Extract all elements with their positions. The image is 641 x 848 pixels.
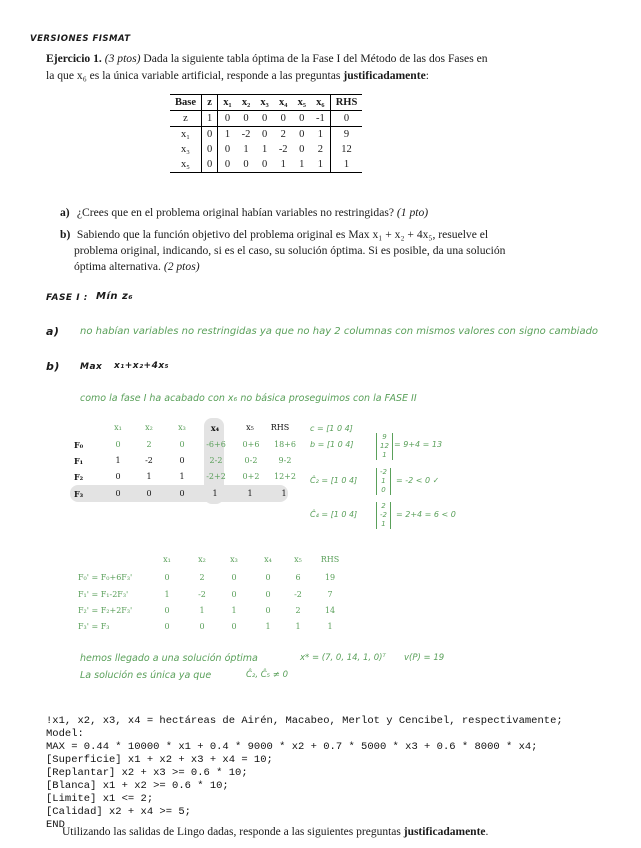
question-a-text: ¿Crees que en el problema original habían variables no restringidas?: [76, 206, 395, 219]
tableau-cell: 2: [280, 129, 286, 140]
question-b-text-1: Sabiendo que la función objetivo del problema original es Max x₁ + x₂ + 4x₅, resuelve el: [76, 228, 489, 241]
hw-t1-cell: 0: [179, 489, 185, 498]
hw-vec-val: 1: [382, 451, 387, 459]
tableau-cell: 1: [224, 129, 231, 140]
hw-t2-cell: 14: [324, 606, 336, 615]
hw-calc-c4-vector: [376, 502, 391, 529]
tableau-cell: 1: [202, 111, 218, 127]
hw-calc-c: c = [1 0 4]: [310, 424, 353, 433]
tableau-cell: 0: [299, 113, 305, 124]
hw-a-label: a): [46, 325, 60, 338]
hw-t1-cell: -2+2: [206, 472, 226, 481]
hw-conclusion-1: hemos llegado a una solución óptima: [80, 653, 258, 664]
tableau-cell: 0: [261, 129, 268, 140]
tableau-cell: 0: [299, 129, 305, 140]
hw-conclusion-2: La solución es única ya que: [80, 670, 212, 681]
hw-t1-cell: 2: [146, 440, 152, 449]
lingo-line: Model:: [46, 728, 84, 740]
exercise-statement: [46, 50, 526, 84]
tableau-header-cell: x₆: [311, 95, 330, 111]
hw-t1-header: x₁: [114, 423, 122, 432]
hw-t1-cell: 2-2: [209, 456, 223, 465]
hw-t1-cell: 0+2: [242, 472, 260, 481]
question-b-text-2: problema original, indicando, si es el caso, su solución óptima. Si es posible, da una solución: [74, 244, 506, 257]
hw-t2-cell: 0: [265, 590, 271, 599]
tableau-header-cell: x₄: [278, 97, 288, 108]
hw-t2-cell: 1: [164, 590, 170, 599]
hw-calculations: [310, 418, 510, 528]
tableau-cell: 12: [341, 144, 352, 155]
lingo-footer: [62, 826, 488, 838]
hw-fase-label: FASE I :: [46, 293, 88, 303]
hw-t2-row-label: F₀' = F₀+6F₃': [78, 573, 133, 582]
hw-t2-header: x₃: [230, 555, 238, 564]
tableau-cell: x₃: [170, 142, 202, 157]
hw-a-answer: no habían variables no restringidas ya que no hay 2 columnas con mismos valores con signo cambiado: [80, 326, 599, 337]
hw-t2-row-label: F₃' = F₃: [78, 622, 110, 631]
exercise-intro-1: Dada la siguiente tabla óptima de la Fase I del Método de las dos Fases en: [143, 52, 488, 65]
exercise-intro-end: :: [425, 69, 429, 82]
question-b-points: (2 ptos): [163, 260, 200, 273]
hw-vec-val: -2: [380, 511, 387, 519]
hw-t2-cell: 2: [295, 606, 301, 615]
tableau-cell: 1: [311, 127, 330, 143]
hw-t2-cell: 1: [199, 606, 205, 615]
hw-t1-row-label: F₂: [74, 472, 84, 482]
question-b-text-3: óptima alternativa.: [74, 260, 161, 273]
hw-t2-cell: 1: [231, 606, 237, 615]
hw-t2-cell: 0: [164, 606, 170, 615]
tableau-cell: 1: [280, 159, 286, 170]
hw-vec-val: 1: [381, 520, 386, 528]
hw-t1-row-label: F₀: [74, 440, 84, 450]
hw-t1-cell: 1: [247, 489, 253, 498]
hw-calc-c3-result: = -2 < 0 ✓: [396, 476, 440, 485]
hw-t1-cell: 0: [179, 456, 185, 465]
hw-t2-cell: -2: [294, 590, 302, 599]
hw-t2-header: x₂: [198, 555, 206, 564]
hw-t1-cell: 0-2: [244, 456, 258, 465]
tableau-cell: 0: [202, 157, 218, 172]
tableau-cell: 0: [202, 127, 218, 143]
hw-calc-c4: Ĉ₄ = [1 0 4]: [310, 510, 358, 519]
lingo-line: [Replantar] x2 + x3 >= 0.6 * 10;: [46, 767, 248, 779]
hw-t2-cell: 0: [265, 606, 271, 615]
tableau-cell: 0: [243, 113, 249, 124]
hw-t1-cell: 1: [179, 472, 185, 481]
tableau-cell: -1: [311, 111, 330, 127]
lingo-line: END: [46, 819, 65, 831]
hw-t1-cell: 0+6: [242, 440, 260, 449]
tableau-header-cell: x₅: [297, 97, 306, 108]
hw-t1-cell: 0: [115, 489, 121, 498]
hw-t2-header: RHS: [320, 555, 340, 564]
hw-t1-cell: 9-2: [278, 456, 292, 465]
hw-vec-val: 1: [381, 477, 386, 485]
exercise-intro-2: la que x₆ es la única variable artificial, responde a las preguntas: [46, 69, 341, 82]
hw-t1-cell: -6+6: [206, 440, 226, 449]
hw-t1-cell: -2: [145, 456, 153, 465]
tableau-header-cell: Base: [170, 95, 202, 111]
hw-t2-cell: 0: [164, 573, 170, 582]
tableau-header-cell: x₁: [223, 97, 232, 108]
hw-t2-row-label: F₁' = F₁-2F₃': [78, 590, 129, 599]
hw-t1-header: x₃: [178, 423, 186, 432]
hw-t2-cell: 1: [295, 622, 301, 631]
tableau-cell: 2: [311, 142, 330, 157]
hw-t1-cell: 12+2: [274, 472, 296, 481]
hw-calc-c3-vector: [376, 468, 391, 495]
hw-t2-header: x₅: [294, 555, 302, 564]
tableau-cell: 1: [343, 159, 350, 170]
hw-t1-header: x₅: [246, 423, 254, 432]
hw-t2-row-label: F₂' = F₂+2F₃': [78, 606, 133, 615]
tableau-row: [170, 157, 362, 172]
hw-calc-c4-result: = 2+4 = 6 < 0: [396, 510, 456, 519]
hw-vec-val: -2: [380, 468, 387, 476]
tableau-cell: 0: [202, 142, 218, 157]
hw-phase-note: como la fase I ha acabado con x₆ no básica proseguimos con la FASE II: [80, 393, 417, 404]
tableau-header-row: [170, 95, 362, 111]
hw-t1-header: RHS: [270, 423, 290, 432]
hw-t2-header: x₄: [264, 555, 272, 564]
hw-t2-cell: 0: [265, 573, 271, 582]
tableau-header-cell: x₃: [260, 97, 269, 108]
hw-vec-val: 9: [382, 433, 387, 441]
question-b-label: b): [60, 228, 71, 241]
lingo-line: [Blanca] x1 + x2 >= 0.6 * 10;: [46, 780, 229, 792]
tableau-cell: -2: [278, 144, 288, 155]
hw-t2-cell: 7: [327, 590, 333, 599]
question-a: [60, 205, 530, 221]
tableau-cell: 0: [261, 113, 268, 124]
hw-b-objective: x₁+x₂+4x₅: [114, 361, 170, 371]
hw-t1-header: x₄: [210, 423, 220, 433]
hw-calc-b-result: = 9+4 = 13: [394, 440, 443, 449]
hw-calc-c3: Ĉ₂ = [1 0 4]: [310, 476, 358, 485]
tableau-header-cell: RHS: [335, 97, 358, 108]
hw-vec-val: 2: [381, 502, 386, 510]
hw-t1-cell: 0: [115, 440, 121, 449]
hw-t1-cell: 1: [281, 489, 287, 498]
lingo-line: !x1, x2, x3, x4 = hectáreas de Airén, Macabeo, Merlot y Cencibel, respectivamente;: [46, 715, 563, 727]
header-label: VERSIONES FISMAT: [30, 34, 131, 44]
tableau-cell: -2: [241, 129, 251, 140]
hw-b-max: Max: [80, 362, 103, 372]
hw-t1-cell: 0: [115, 472, 121, 481]
tableau-cell: 0: [243, 159, 249, 170]
tableau-cell: 0: [261, 159, 268, 170]
lingo-line: [Superficie] x1 + x2 + x3 + x4 = 10;: [46, 754, 273, 766]
hw-fase-objective: Mín z₆: [96, 291, 134, 302]
question-a-points: (1 pto): [396, 206, 429, 219]
hw-t2-cell: 6: [295, 573, 301, 582]
tableau-cell: x₁: [170, 127, 202, 143]
hw-t2-cell: -2: [198, 590, 206, 599]
hw-t2-cell: 1: [265, 622, 271, 631]
hw-t2-cell: 19: [324, 573, 336, 582]
tableau: [170, 94, 362, 173]
hw-conclusion-x: x* = (7, 0, 14, 1, 0)ᵀ: [300, 653, 386, 663]
hw-t1-row-label: F₃: [74, 489, 84, 499]
tableau-row: [170, 127, 362, 143]
hw-calc-b: b = [1 0 4]: [310, 440, 354, 449]
lingo-footer-end: .: [485, 826, 489, 838]
tableau-cell: 0: [224, 144, 231, 155]
lingo-line: MAX = 0.44 * 10000 * x1 + 0.4 * 9000 * x2 + 0.7 * 5000 * x3 + 0.6 * 8000 * x4;: [46, 741, 538, 753]
hw-t2-cell: 0: [199, 622, 205, 631]
hw-t1-row-label: F₁: [74, 456, 84, 466]
question-a-label: a): [60, 206, 70, 219]
tableau-cell: 1: [261, 144, 268, 155]
hw-t2-cell: 2: [199, 573, 205, 582]
lingo-footer-text: Utilizando las salidas de Lingo dadas, responde a las siguientes preguntas: [62, 826, 401, 838]
tableau-cell: 0: [299, 144, 305, 155]
hw-t2-cell: 0: [231, 590, 237, 599]
tableau-cell: 0: [224, 113, 231, 124]
tableau-cell: x₅: [170, 157, 202, 172]
exercise-title: Ejercicio 1.: [46, 52, 102, 65]
exercise-points: (3 ptos): [104, 52, 141, 65]
lingo-line: [Limite] x1 <= 2;: [46, 793, 154, 805]
hw-t2-cell: 0: [231, 622, 237, 631]
hw-t1-cell: 0: [146, 489, 152, 498]
hw-t1-cell: 1: [115, 456, 121, 465]
hw-t2-header: x₁: [163, 555, 171, 564]
hw-conclusion-2b: Ĉ₂, Ĉ₅ ≠ 0: [246, 670, 289, 680]
tableau-header-cell: z: [202, 95, 218, 111]
tableau-cell: 1: [299, 159, 305, 170]
hw-vec-val: 0: [381, 486, 386, 494]
tableau-cell: 0: [280, 113, 286, 124]
hw-t1-cell: 18+6: [274, 440, 296, 449]
hw-t1-cell: 0: [179, 440, 185, 449]
hw-t2-cell: 0: [164, 622, 170, 631]
hw-t1-cell: 1: [146, 472, 152, 481]
tableau-header-cell: x₂: [241, 97, 251, 108]
tableau-cell: 0: [224, 159, 231, 170]
tableau-cell: 1: [311, 157, 330, 172]
tableau-cell: 0: [343, 113, 350, 124]
lingo-line: [Calidad] x2 + x4 >= 5;: [46, 806, 191, 818]
tableau-cell: 1: [243, 144, 249, 155]
lingo-code: [46, 715, 563, 832]
hw-conclusion-v: v(P) = 19: [404, 653, 445, 663]
hw-t2-cell: 1: [327, 622, 333, 631]
hw-b-label: b): [46, 360, 60, 373]
tableau-cell: z: [170, 111, 202, 127]
hw-t2-cell: 0: [231, 573, 237, 582]
tableau-row: [170, 142, 362, 157]
hw-calc-b-vector: [376, 433, 393, 460]
hw-t1-header: x₂: [145, 423, 153, 432]
exercise-intro-bold: justificadamente: [343, 69, 426, 82]
question-b: [60, 227, 530, 275]
tableau-cell: 9: [343, 129, 350, 140]
hw-vec-val: 12: [380, 442, 389, 450]
tableau-z-row: [170, 111, 362, 127]
hw-t1-cell: 1: [212, 489, 218, 498]
lingo-footer-bold: justificadamente: [403, 826, 486, 838]
